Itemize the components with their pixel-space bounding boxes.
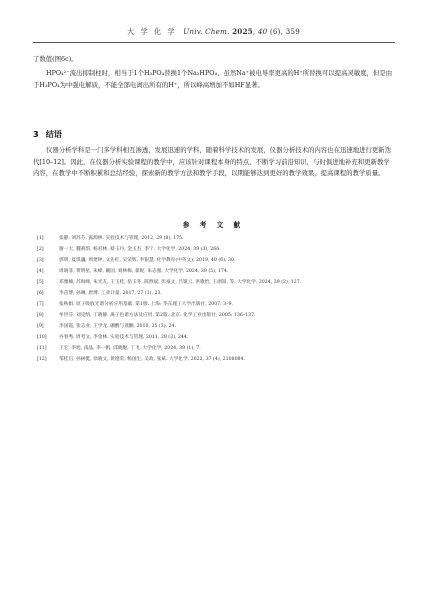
section-title: 结语 [45,129,63,139]
reference-item: [9] 李国霞, 张志业, 王学龙. 硼酸与蒸酮, 2010, 25 (3), 24. [37,324,176,329]
reference-item: [11] 王宏, 李旭, 南晶, 李一帆, 邱晓艇, 丁飞. 大学化学, 2024, 39 (1), 7. [37,346,201,351]
paragraph-continuation: 了数值(图6c)。 [33,55,78,63]
reference-item: [1] 张静, 刘苏芬, 露源林. 实验技术与管理, 2012, 29 (8), 175. [37,236,184,241]
section-number: 3 [33,129,39,139]
journal-volume: 40 [257,27,268,36]
references-title: 参 考 文 献 [182,221,245,229]
reference-item: [12] 邹桂启, 孙树挺, 徐晓文, 黄德荣, 杨国生, 吴政, 张斌. 大学化学, 2022, 37 (4), 2108084. [37,357,246,362]
paragraph-conclusion: 仪器分析学科是一门多学科相互渗透、发展迅速的学科，随着科学技术的发展，仪器分析技术的内容也在迅速地进行更新迭代[10–12]。因此，在仪器分析实验课程的教学中，应该针对课程本身的特点，不断学习前沿知识，与时俱进地补充和更新教学内容，在教学中不断积累和总结经验，探索新的教学方法和教学手段，以期能够达到更好的教学效果，提高课程的教学质量。 [33,146,392,178]
journal-name-en: Univ. Chem. [183,27,230,36]
reference-item: [10] 谷春秀, 周考文, 李金林. 实验技术与管理, 2011, 28 (3), 244. [37,335,189,340]
section-heading [33,129,62,140]
journal-volume-sep: , [252,27,258,36]
running-header [0,27,427,37]
reference-item: [6] 李茁博, 孙琳, 唐博. 工业计量, 2017, 27 (1), 23. [37,291,162,296]
journal-issue: (6) [269,27,281,36]
reference-item: [5] 邓雅楠, 苏海峰, 朱光友, 王玉桂, 翁玉冬, 陈煦斌, 彭豪文, 吕银云, 洪歌怡, 王翊知, 等. 大学化学, 2024, 39 (2), 127. [37,280,302,285]
journal-page: , 359 [280,27,300,36]
journal-name-cn: 大 学 化 学 [127,27,177,36]
reference-item: [4] 周晓菲, 黄明星, 朱峰, 戴园, 刘林梅, 翟妮, 朱志强. 大学化学, 2024, 39 (5), 174. [37,269,229,274]
header-rule [33,42,395,43]
journal-year: 2025 [232,27,253,36]
reference-item: [8] 牟世芬, 刘克纳, 丁晓静. 离子色谱方法及应用. 第2版. 北京: 化学工业出版社, 2005: 136–137. [37,313,256,318]
paragraph-hpo4: HPO₄²⁻流出抑制柱时，相当于1个H₃PO₄替换1个Na₂HPO₄，虽然Na⁺被电导率更高的H⁺所替换可以提高灵敏度，但是由于H₃PO₄为中强电解质，不能全部电离出所有的H⁺，所以峰高增加不如HF显著。 [33,69,393,89]
reference-item: [2] 谢一天, 魏莉韵, 杨君林, 蔡玉丹, 金玉杰, 李宁. 大学化学, 2024, 39 (3), 266. [37,247,221,252]
reference-item: [7] 张秋娟. 原子吸收光谱分析应用基础. 第1版. 上海: 华东理工大学出版社, 2007: 3–9. [37,302,234,307]
reference-item: [3] 郭明, 夏琪巍, 周建钟, 文先红, 吴荣辉, 李银慧. 化学教育(中英文), 2019, 40 (6), 30. [37,258,236,263]
